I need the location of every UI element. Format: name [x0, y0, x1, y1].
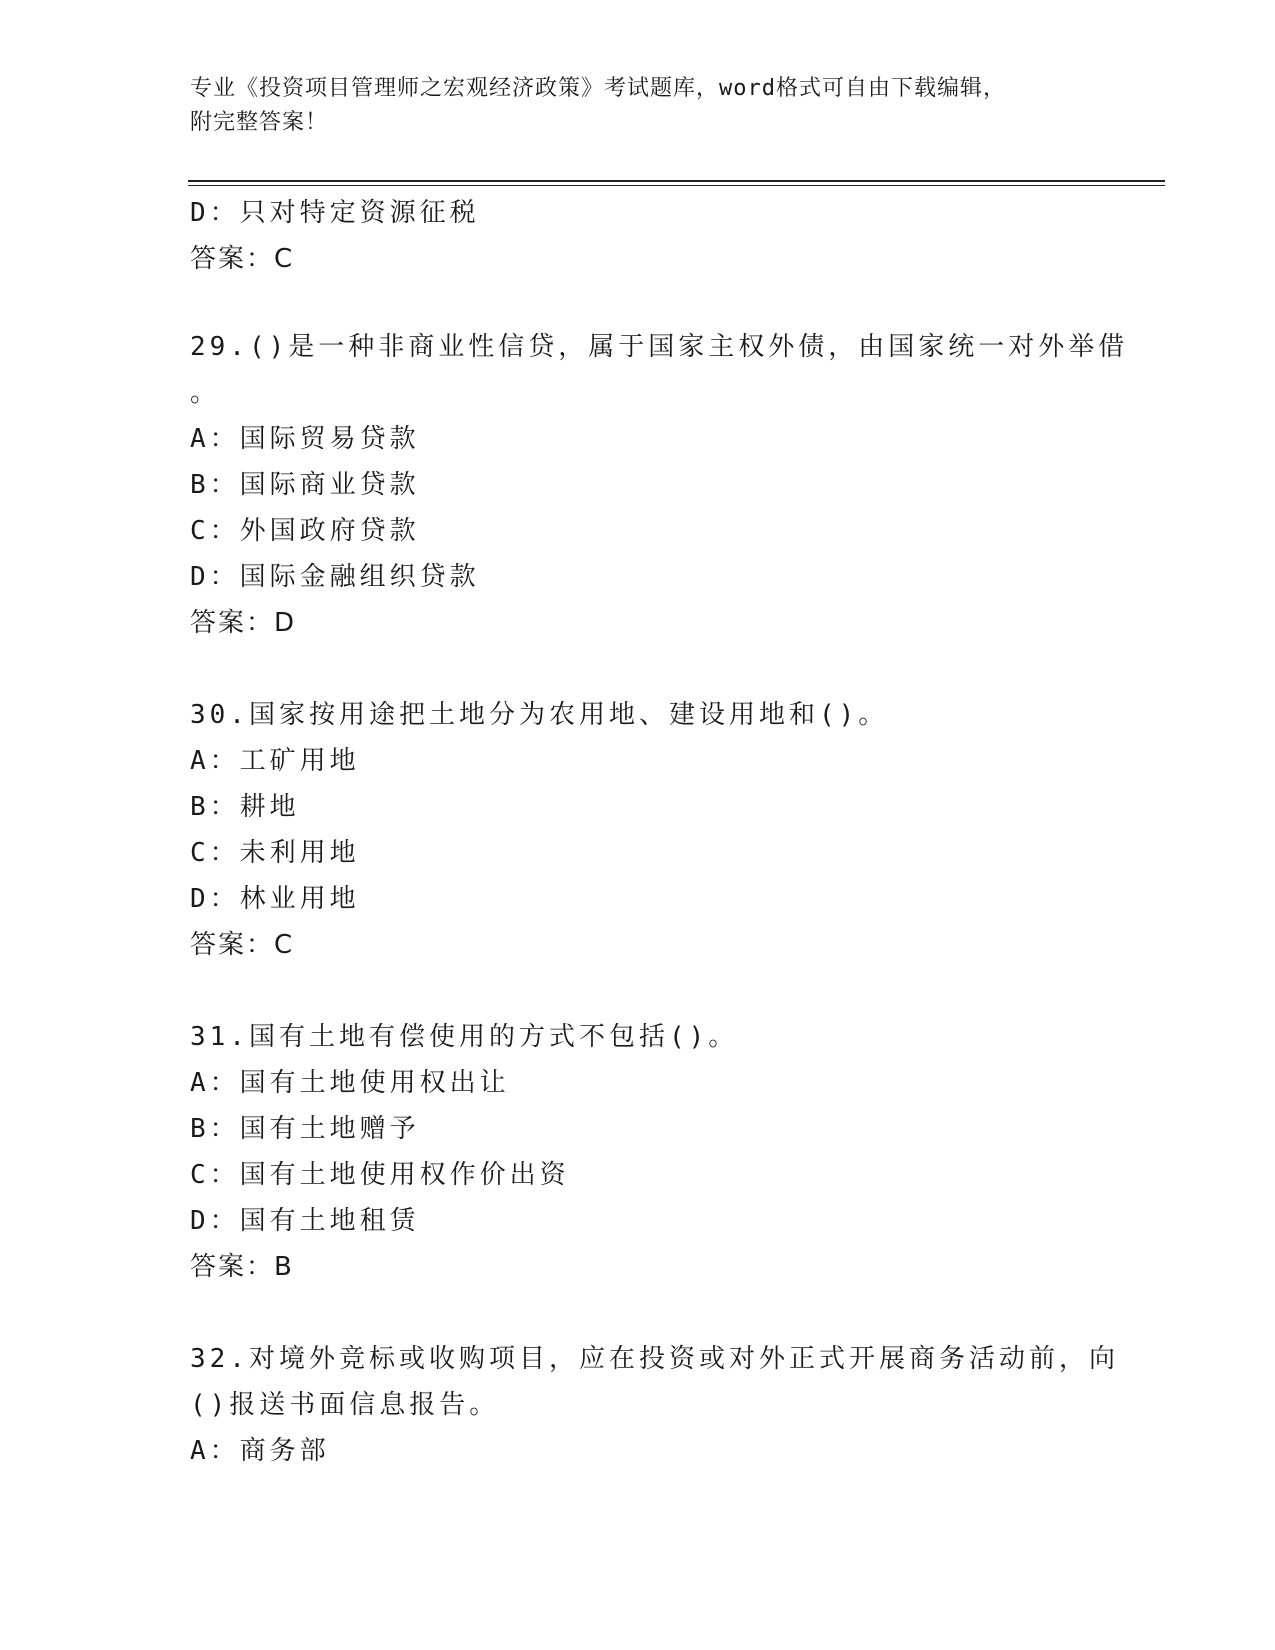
- question-29: 29.()是一种非商业性信贷，属于国家主权外债，由国家统一对外举借: [190, 332, 1129, 362]
- option-b: B：国有土地赠予: [190, 1114, 420, 1144]
- option-d: D：只对特定资源征税: [190, 198, 480, 228]
- answer: 答案：C: [190, 244, 295, 274]
- question-32: 32.对境外竞标或收购项目，应在投资或对外正式开展商务活动前，向: [190, 1344, 1119, 1374]
- option-d: D：林业用地: [190, 884, 360, 914]
- option-a: A：工矿用地: [190, 746, 360, 776]
- question-list: [190, 190, 1129, 1474]
- question-30: 30.国家按用途把土地分为农用地、建设用地和()。: [190, 700, 889, 730]
- document-header: [190, 72, 1080, 140]
- question-29-cont: 。: [190, 378, 221, 408]
- question-31: 31.国有土地有偿使用的方式不包括()。: [190, 1022, 739, 1052]
- option-c: C：未利用地: [190, 838, 360, 868]
- option-d: D：国际金融组织贷款: [190, 562, 480, 592]
- option-a: A：国际贸易贷款: [190, 424, 420, 454]
- answer: 答案：B: [190, 1252, 294, 1282]
- header-line-1: 专业《投资项目管理师之宏观经济政策》考试题库，word格式可自由下载编辑，: [190, 76, 1006, 101]
- option-a: A：商务部: [190, 1436, 330, 1466]
- option-c: C：外国政府贷款: [190, 516, 420, 546]
- option-a: A：国有土地使用权出让: [190, 1068, 510, 1098]
- question-32-cont: ()报送书面信息报告。: [190, 1390, 500, 1420]
- option-d: D：国有土地租赁: [190, 1206, 420, 1236]
- answer: 答案：C: [190, 930, 295, 960]
- answer: 答案：D: [190, 608, 297, 638]
- option-c: C：国有土地使用权作价出资: [190, 1160, 570, 1190]
- option-b: B：国际商业贷款: [190, 470, 420, 500]
- header-divider-thick: [188, 180, 1165, 182]
- header-line-2: 附完整答案！: [190, 110, 329, 135]
- option-b: B：耕地: [190, 792, 300, 822]
- header-divider-thin: [188, 185, 1165, 186]
